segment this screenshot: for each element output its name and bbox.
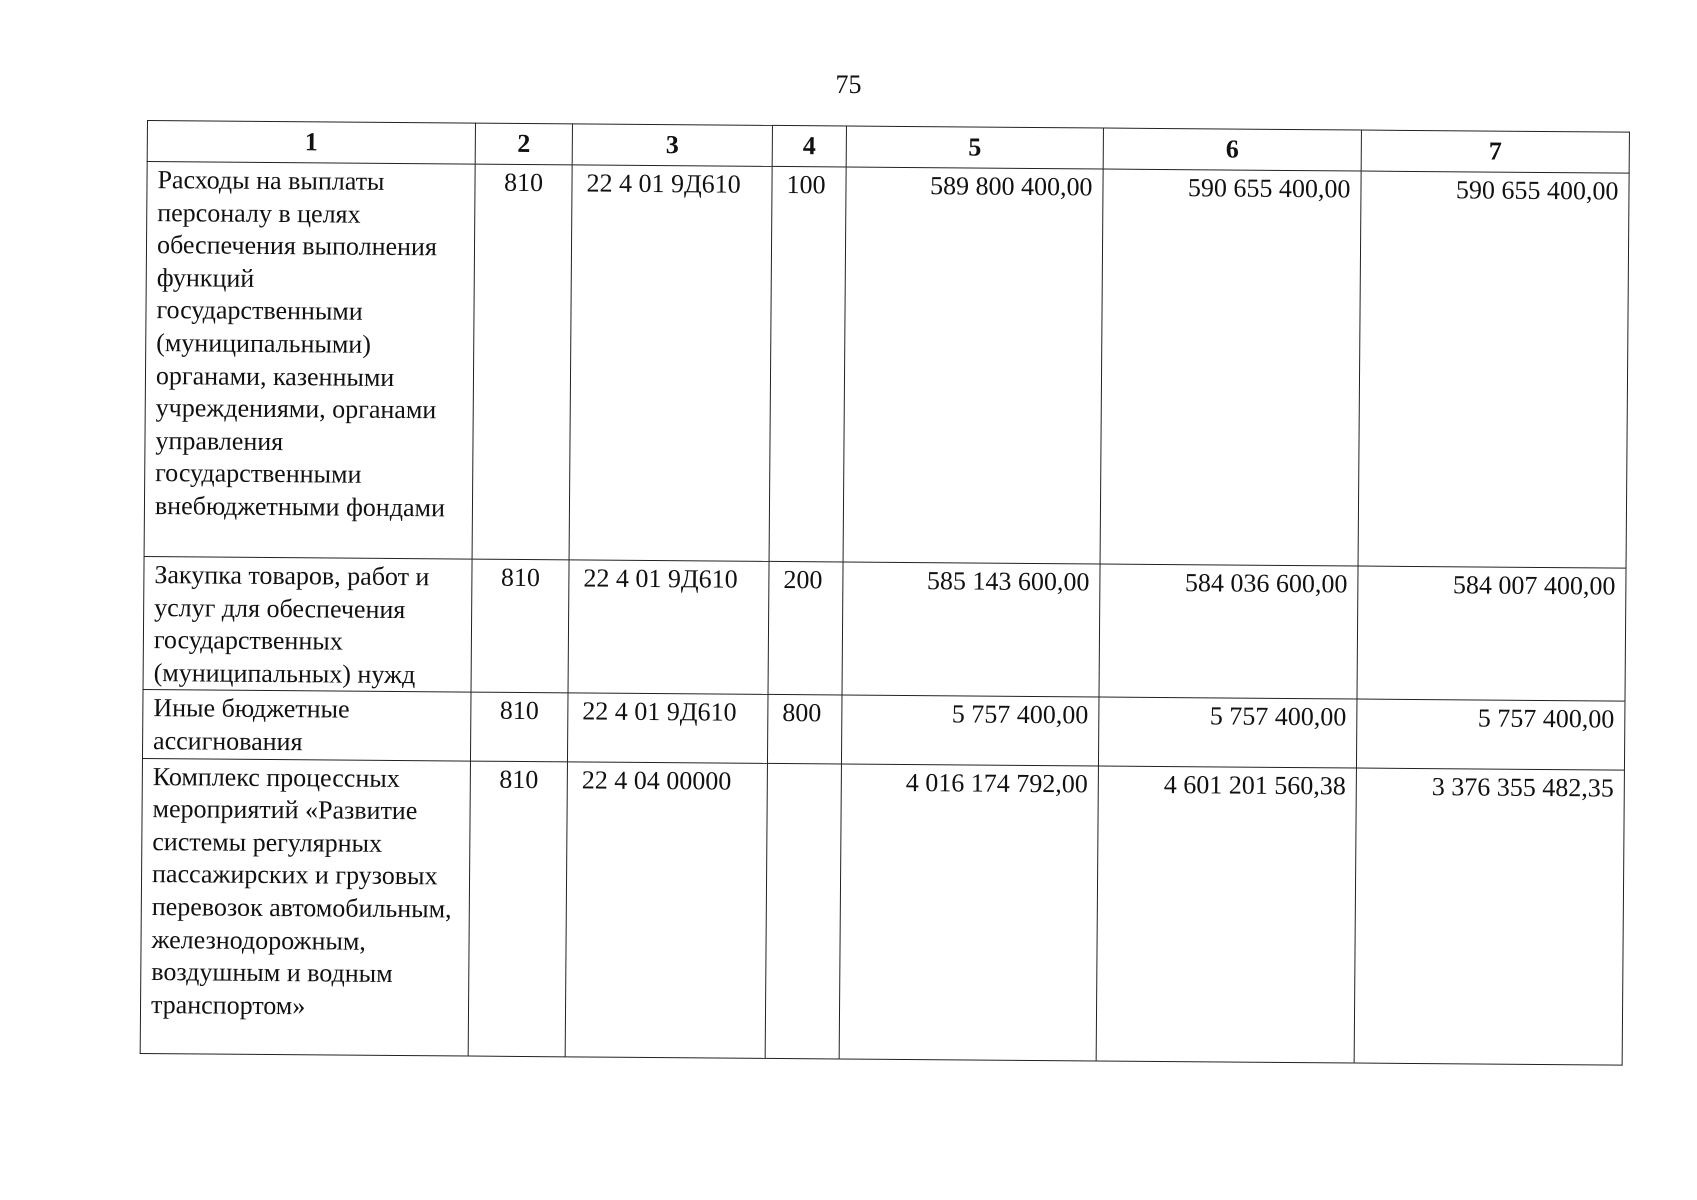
- amount-col7-cell: 3 376 355 482,35: [1354, 768, 1624, 1065]
- column-header-7: 7: [1361, 130, 1629, 173]
- target-code-cell: 22 4 01 9Д610: [568, 560, 769, 695]
- column-header-3: 3: [572, 124, 772, 167]
- column-header-5: 5: [846, 126, 1103, 169]
- amount-col7-cell: 584 007 400,00: [1357, 566, 1626, 701]
- target-code-cell: 22 4 04 00000: [565, 761, 767, 1058]
- expense-name-cell: Расходы на выплаты персоналу в целях обеспечения выполнения функций государственными (муниципальными) органами, казенными учреждениями, органами управления государственными внебюджетными фондами: [144, 162, 475, 560]
- expense-type-cell: 200: [768, 561, 843, 695]
- amount-col5-cell: 5 757 400,00: [841, 695, 1099, 765]
- target-code-cell: 22 4 01 9Д610: [567, 693, 768, 763]
- amount-col7-cell: 5 757 400,00: [1356, 699, 1625, 769]
- amount-col6-cell: 5 757 400,00: [1098, 697, 1357, 767]
- table-row: [142, 690, 1624, 770]
- amount-col6-cell: 584 036 600,00: [1099, 564, 1358, 699]
- table-row: [143, 556, 1626, 701]
- amount-col5-cell: 4 016 174 792,00: [839, 764, 1098, 1061]
- column-header-1: 1: [147, 121, 475, 165]
- expense-type-cell: 100: [769, 166, 846, 562]
- table-row: [140, 758, 1624, 1065]
- target-code-cell: 22 4 01 9Д610: [569, 165, 772, 562]
- ministry-code-cell: 810: [472, 164, 572, 560]
- column-header-4: 4: [772, 125, 846, 167]
- budget-table: [140, 120, 1630, 1065]
- amount-col6-cell: 4 601 201 560,38: [1096, 766, 1356, 1063]
- column-header-2: 2: [475, 123, 572, 165]
- column-header-6: 6: [1103, 128, 1361, 171]
- expense-type-cell: 800: [767, 695, 842, 764]
- page-number: 75: [835, 70, 862, 99]
- ministry-code-cell: 810: [471, 559, 569, 693]
- expense-name-cell: Закупка товаров, работ и услуг для обеспечения государственных (муниципальных) нужд: [143, 556, 472, 692]
- expense-name-cell: Комплекс процессных мероприятий «Развитие системы регулярных пассажирских и грузовых перевозок автомобильным, железнодорожным, воздушным и водным транспортом»: [140, 758, 470, 1056]
- amount-col7-cell: 590 655 400,00: [1358, 171, 1629, 568]
- amount-col6-cell: 590 655 400,00: [1100, 169, 1361, 566]
- expense-name-cell: Иные бюджетные ассигнования: [142, 690, 471, 761]
- amount-col5-cell: 589 800 400,00: [843, 167, 1103, 564]
- ministry-code-cell: 810: [470, 692, 568, 761]
- amount-col5-cell: 585 143 600,00: [842, 562, 1100, 697]
- ministry-code-cell: 810: [468, 761, 567, 1057]
- expense-type-cell: [765, 763, 841, 1059]
- table-row: [144, 162, 1629, 569]
